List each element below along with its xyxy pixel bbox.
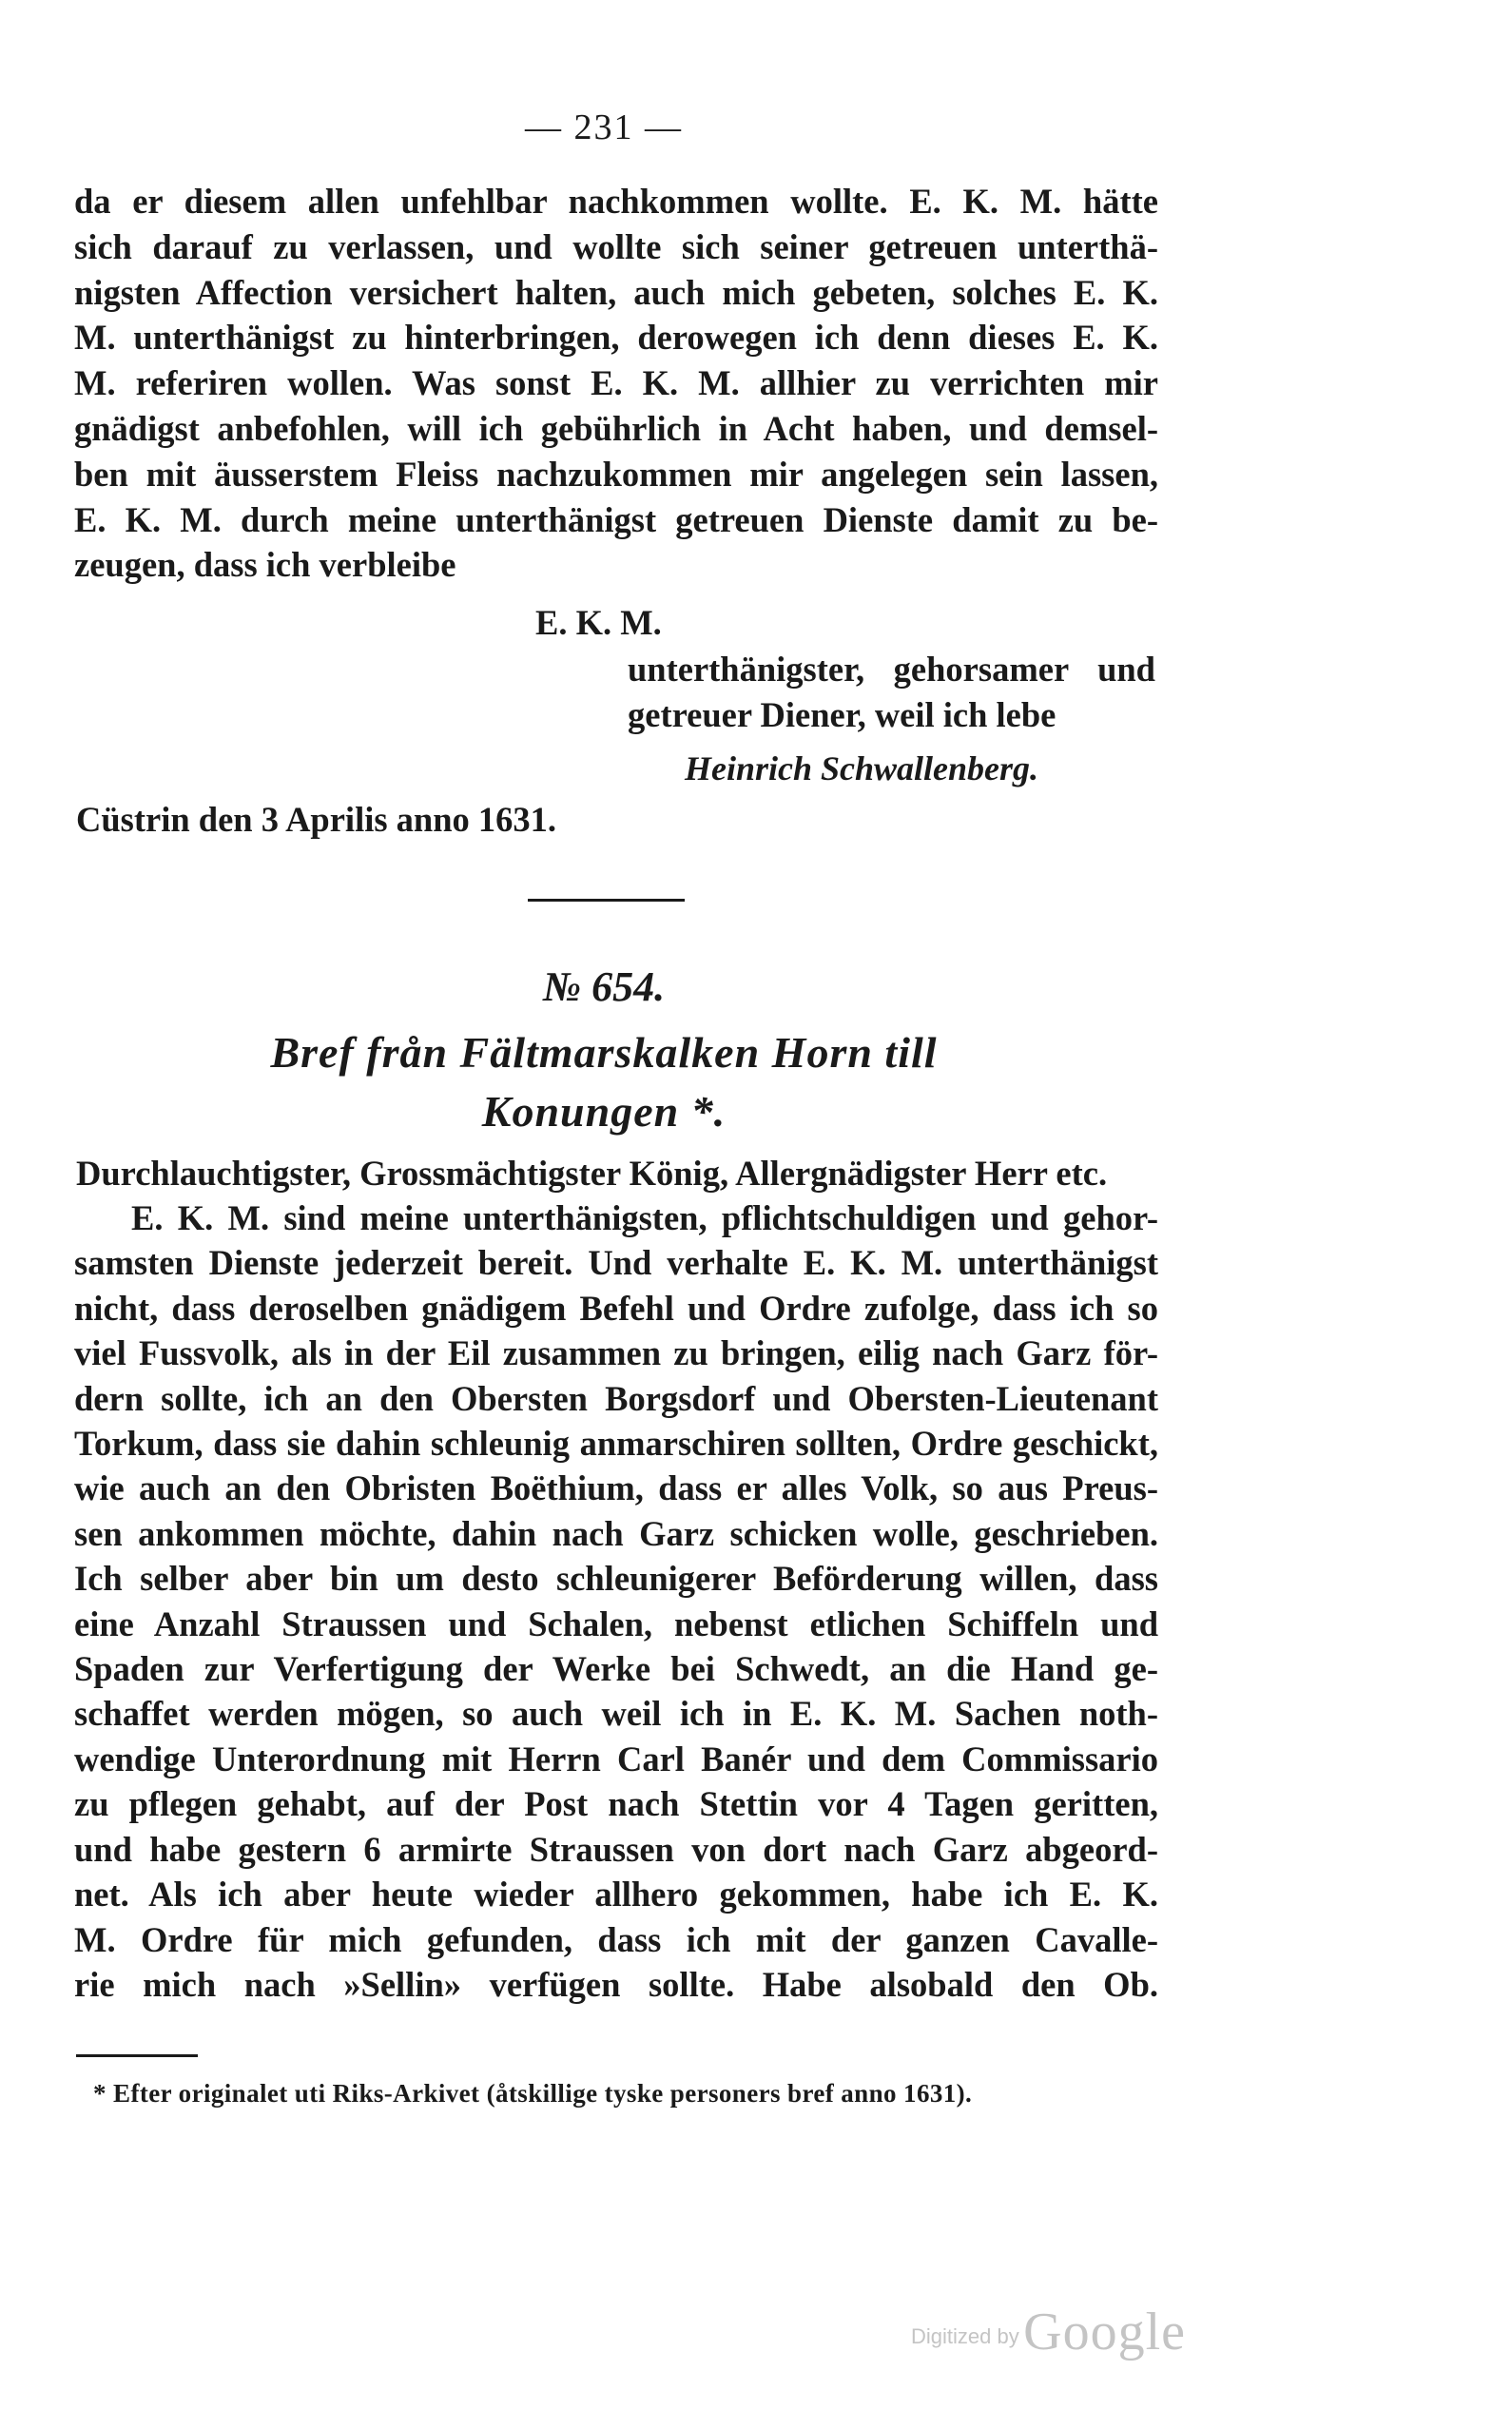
salutation bbox=[76, 1151, 1160, 1196]
text-line: viel Fussvolk, als in der Eil zusammen zu bringen, eilig nach Garz för- bbox=[74, 1333, 1158, 1373]
document-number: № 654. bbox=[542, 963, 666, 1010]
google-logo: Google bbox=[1023, 2303, 1187, 2361]
text-line: samsten Dienste jederzeit bereit. Und verhalte E. K. M. unterthänigst bbox=[74, 1243, 1158, 1283]
text-line: zeugen, dass ich verbleibe bbox=[74, 545, 456, 585]
text-line: M. referiren wollen. Was sonst E. K. M. allhier zu verrichten mir bbox=[74, 363, 1158, 403]
text-line: nicht, dass deroselben gnädigem Befehl und Ordre zufolge, dass ich so bbox=[74, 1288, 1158, 1328]
text-line: Spaden zur Verfertigung der Werke bei Schwedt, an die Hand ge- bbox=[74, 1649, 1158, 1689]
text-line: net. Als ich aber heute wieder allhero gekommen, habe ich E. K. bbox=[74, 1875, 1158, 1914]
text-line: eine Anzahl Straussen und Schalen, nebenst etlichen Schiffeln und bbox=[74, 1603, 1158, 1643]
closing-line: getreuer Diener, weil ich lebe bbox=[628, 695, 1056, 734]
text-line: E. K. M. durch meine unterthänigst getreuen Dienste damit zu be- bbox=[74, 499, 1158, 539]
closing-formula bbox=[628, 647, 1155, 738]
document-title-line: Bref från Fältmarskalken Horn till bbox=[270, 1028, 938, 1077]
text-line: dern sollte, ich an den Obersten Borgsdorf und Obersten-Lieutenant bbox=[74, 1378, 1158, 1418]
footnote-rule bbox=[76, 2054, 198, 2057]
page-number: — 231 — bbox=[525, 107, 683, 147]
closing-salutation: E. K. M. bbox=[535, 603, 662, 642]
text-line: sich darauf zu verlassen, und wollte sich seiner getreuen unterthä- bbox=[74, 226, 1158, 266]
text-line: wendige Unterordnung mit Herrn Carl Banér und dem Commissario bbox=[74, 1739, 1158, 1778]
text-line: da er diesem allen unfehlbar nachkommen wollte. E. K. M. hätte bbox=[74, 182, 1158, 221]
text-line: und habe gestern 6 armirte Straussen von dort nach Garz abgeord- bbox=[74, 1829, 1158, 1869]
document-title-line: Konungen *. bbox=[481, 1087, 727, 1136]
letter-body-horn bbox=[74, 1195, 1158, 2007]
signature: Heinrich Schwallenberg. bbox=[685, 749, 1039, 787]
text-line: Torkum, dass sie dahin schleunig anmarschiren sollten, Ordre geschickt, bbox=[74, 1424, 1158, 1464]
text-line: gnädigst anbefohlen, will ich gebührlich in Acht haben, und demsel- bbox=[74, 408, 1158, 448]
digitized-watermark bbox=[911, 2302, 1186, 2362]
text-line: sen ankommen möchte, dahin nach Garz schicken wolle, geschrieben. bbox=[74, 1513, 1158, 1553]
text-line: wie auch an den Obristen Boëthium, dass er alles Volk, so aus Preus- bbox=[74, 1468, 1158, 1508]
salutation-line: Durchlauchtigster, Grossmächtigster König, Allergnädigster Herr etc. bbox=[76, 1154, 1108, 1193]
closing-line: unterthänigster, gehorsamer und bbox=[628, 650, 1155, 689]
text-line: schaffet werden mögen, so auch weil ich in E. K. M. Sachen noth- bbox=[74, 1694, 1158, 1734]
document-title bbox=[0, 1023, 1208, 1141]
text-line: M. unterthänigst zu hinterbringen, derowegen ich denn dieses E. K. bbox=[74, 318, 1158, 358]
section-divider bbox=[528, 899, 685, 902]
text-line: nigsten Affection versichert halten, auch mich gebeten, solches E. K. bbox=[74, 272, 1158, 312]
text-line: zu pflegen gehabt, auf der Post nach Stettin vor 4 Tagen geritten, bbox=[74, 1784, 1158, 1824]
place-date: Cüstrin den 3 Aprilis anno 1631. bbox=[76, 800, 557, 839]
text-line: ben mit äusserstem Fleiss nachzukommen mir angelegen sein lassen, bbox=[74, 454, 1158, 494]
text-line: M. Ordre für mich gefunden, dass ich mit der ganzen Cavalle- bbox=[74, 1919, 1158, 1959]
text-line: E. K. M. sind meine unterthänigsten, pflichtschuldigen und gehor- bbox=[131, 1198, 1158, 1237]
watermark-prefix: Digitized by bbox=[911, 2324, 1019, 2348]
letter-body-schwallenberg bbox=[74, 179, 1158, 588]
text-line: Ich selber aber bin um desto schleunigerer Beförderung willen, dass bbox=[74, 1559, 1158, 1599]
footnote: * Efter originalet uti Riks-Arkivet (åtskillige tyske personers bref anno 1631). bbox=[93, 2079, 973, 2108]
text-line: rie mich nach »Sellin» verfügen sollte. Habe alsobald den Ob. bbox=[74, 1964, 1158, 2004]
